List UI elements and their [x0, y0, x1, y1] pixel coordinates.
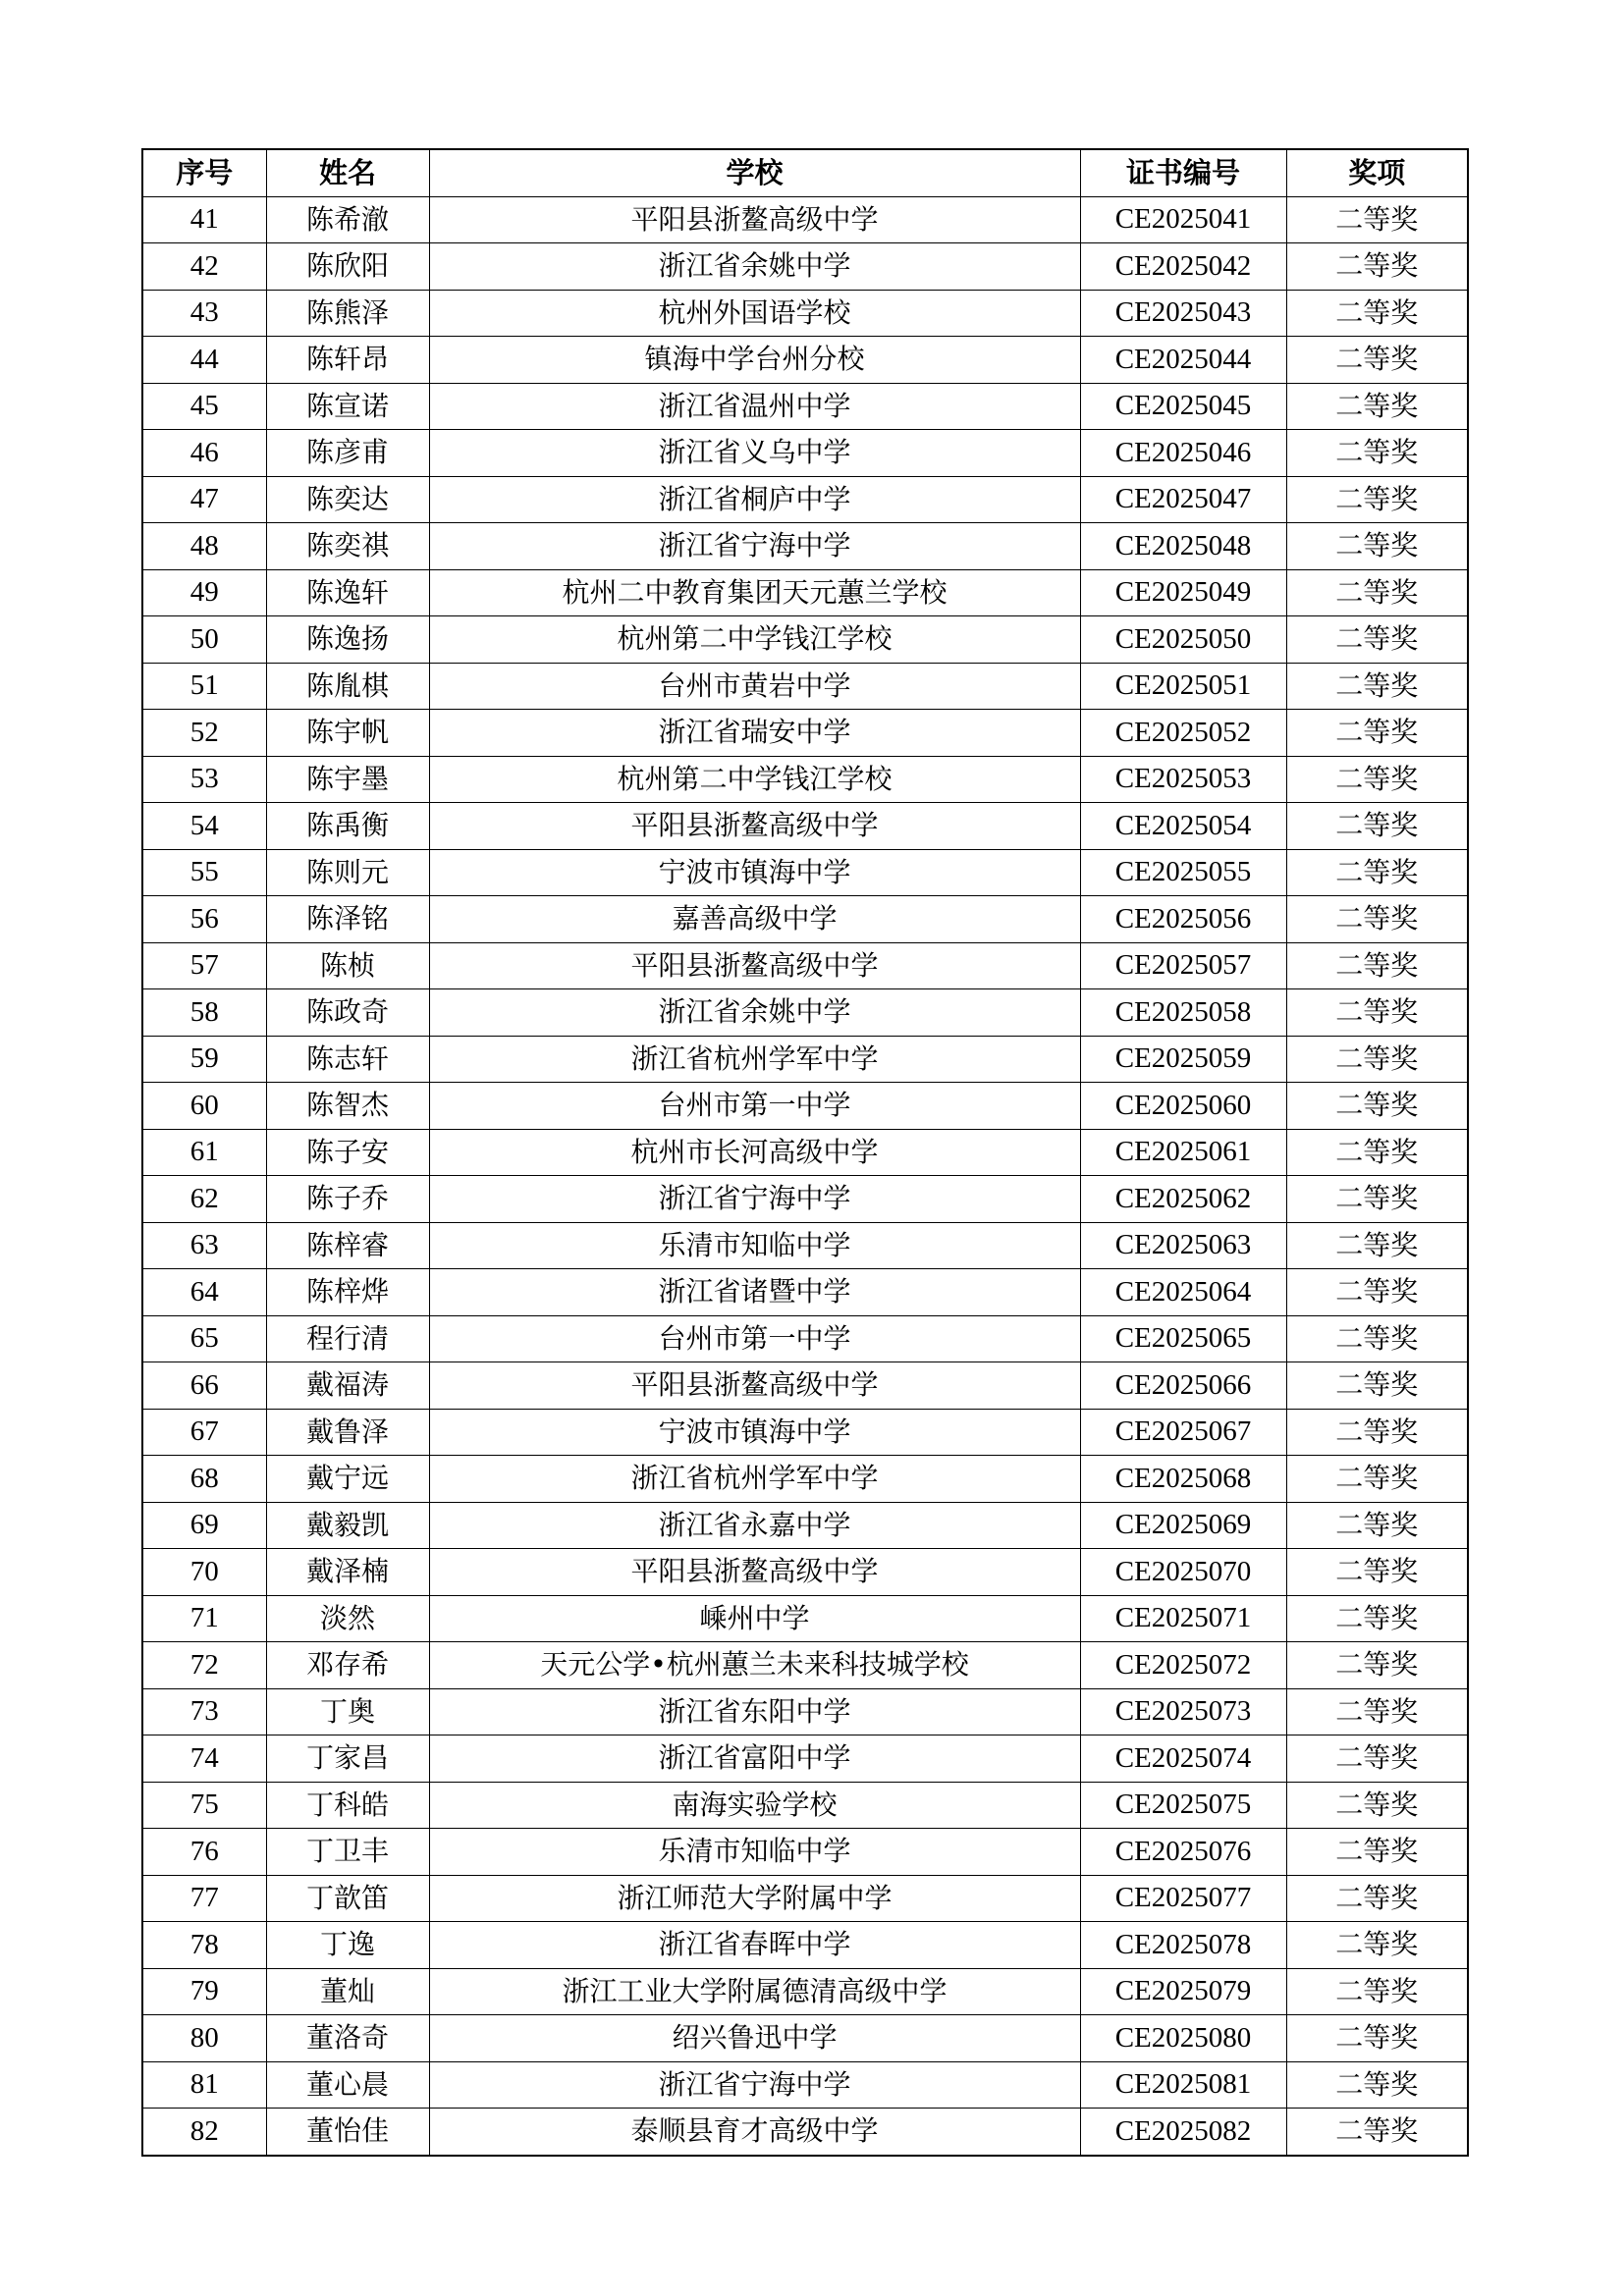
cell-cert: CE2025066: [1080, 1362, 1286, 1410]
table-row: [142, 803, 1468, 850]
cell-school: 天元公学•杭州蕙兰未来科技城学校: [429, 1642, 1080, 1689]
cell-cert: CE2025074: [1080, 1735, 1286, 1783]
cell-seq: 43: [142, 290, 266, 337]
cell-award: 二等奖: [1286, 1922, 1468, 1969]
cell-name: 陈泽铭: [266, 896, 429, 943]
cell-seq: 60: [142, 1083, 266, 1130]
cell-name: 董洛奇: [266, 2015, 429, 2062]
cell-seq: 55: [142, 849, 266, 896]
cell-name: 陈逸扬: [266, 616, 429, 664]
table-row: [142, 1036, 1468, 1083]
cell-seq: 73: [142, 1688, 266, 1735]
cell-name: 陈奕祺: [266, 523, 429, 570]
table-row: [142, 243, 1468, 291]
cell-seq: 63: [142, 1222, 266, 1269]
cell-school: 浙江省宁海中学: [429, 1176, 1080, 1223]
cell-cert: CE2025057: [1080, 942, 1286, 989]
cell-cert: CE2025061: [1080, 1129, 1286, 1176]
cell-school: 浙江工业大学附属德清高级中学: [429, 1968, 1080, 2015]
cell-seq: 58: [142, 989, 266, 1037]
cell-seq: 81: [142, 2061, 266, 2109]
cell-name: 丁歆笛: [266, 1875, 429, 1922]
cell-school: 宁波市镇海中学: [429, 1409, 1080, 1456]
cell-seq: 46: [142, 430, 266, 477]
cell-school: 镇海中学台州分校: [429, 337, 1080, 384]
table-row: [142, 756, 1468, 803]
cell-cert: CE2025075: [1080, 1782, 1286, 1829]
cell-name: 陈宣诺: [266, 383, 429, 430]
table-row: [142, 896, 1468, 943]
cell-school: 浙江省诸暨中学: [429, 1269, 1080, 1316]
cell-award: 二等奖: [1286, 1409, 1468, 1456]
table-row: [142, 2015, 1468, 2062]
cell-seq: 44: [142, 337, 266, 384]
cell-name: 陈逸轩: [266, 569, 429, 616]
table-row: [142, 290, 1468, 337]
cell-school: 平阳县浙鳌高级中学: [429, 196, 1080, 243]
cell-seq: 78: [142, 1922, 266, 1969]
cell-name: 董心晨: [266, 2061, 429, 2109]
cell-cert: CE2025072: [1080, 1642, 1286, 1689]
cell-award: 二等奖: [1286, 756, 1468, 803]
cell-cert: CE2025048: [1080, 523, 1286, 570]
cell-award: 二等奖: [1286, 337, 1468, 384]
table-row: [142, 196, 1468, 243]
cell-seq: 69: [142, 1502, 266, 1549]
table-row: [142, 337, 1468, 384]
table-row: [142, 476, 1468, 523]
cell-award: 二等奖: [1286, 616, 1468, 664]
cell-seq: 76: [142, 1829, 266, 1876]
cell-name: 程行清: [266, 1315, 429, 1362]
cell-name: 董灿: [266, 1968, 429, 2015]
cell-school: 浙江省东阳中学: [429, 1688, 1080, 1735]
cell-name: 丁逸: [266, 1922, 429, 1969]
cell-cert: CE2025044: [1080, 337, 1286, 384]
table-row: [142, 1968, 1468, 2015]
cell-cert: CE2025060: [1080, 1083, 1286, 1130]
cell-award: 二等奖: [1286, 1176, 1468, 1223]
cell-school: 平阳县浙鳌高级中学: [429, 942, 1080, 989]
cell-cert: CE2025079: [1080, 1968, 1286, 2015]
cell-award: 二等奖: [1286, 1642, 1468, 1689]
cell-school: 浙江省杭州学军中学: [429, 1036, 1080, 1083]
cell-name: 戴毅凯: [266, 1502, 429, 1549]
cell-award: 二等奖: [1286, 1269, 1468, 1316]
cell-seq: 64: [142, 1269, 266, 1316]
cell-name: 陈志轩: [266, 1036, 429, 1083]
cell-seq: 82: [142, 2109, 266, 2156]
cell-name: 陈梓睿: [266, 1222, 429, 1269]
cell-cert: CE2025046: [1080, 430, 1286, 477]
cell-award: 二等奖: [1286, 1875, 1468, 1922]
table-row: [142, 942, 1468, 989]
cell-cert: CE2025045: [1080, 383, 1286, 430]
cell-school: 乐清市知临中学: [429, 1829, 1080, 1876]
table-row: [142, 1735, 1468, 1783]
cell-seq: 42: [142, 243, 266, 291]
cell-school: 浙江师范大学附属中学: [429, 1875, 1080, 1922]
cell-seq: 41: [142, 196, 266, 243]
table-row: [142, 1549, 1468, 1596]
cell-cert: CE2025059: [1080, 1036, 1286, 1083]
cell-award: 二等奖: [1286, 2061, 1468, 2109]
cell-cert: CE2025063: [1080, 1222, 1286, 1269]
cell-award: 二等奖: [1286, 1549, 1468, 1596]
cell-award: 二等奖: [1286, 2109, 1468, 2156]
cell-seq: 51: [142, 663, 266, 710]
cell-seq: 74: [142, 1735, 266, 1783]
cell-cert: CE2025080: [1080, 2015, 1286, 2062]
cell-award: 二等奖: [1286, 383, 1468, 430]
cell-cert: CE2025076: [1080, 1829, 1286, 1876]
cell-cert: CE2025073: [1080, 1688, 1286, 1735]
cell-cert: CE2025047: [1080, 476, 1286, 523]
cell-cert: CE2025043: [1080, 290, 1286, 337]
table-row: [142, 430, 1468, 477]
cell-award: 二等奖: [1286, 1782, 1468, 1829]
header-seq: 序号: [142, 149, 266, 196]
cell-school: 台州市黄岩中学: [429, 663, 1080, 710]
table-row: [142, 663, 1468, 710]
cell-school: 浙江省宁海中学: [429, 523, 1080, 570]
table-row: [142, 1502, 1468, 1549]
award-table-body: [142, 196, 1468, 2156]
cell-award: 二等奖: [1286, 663, 1468, 710]
table-row: [142, 2061, 1468, 2109]
table-row: [142, 1315, 1468, 1362]
cell-cert: CE2025041: [1080, 196, 1286, 243]
cell-seq: 70: [142, 1549, 266, 1596]
cell-seq: 49: [142, 569, 266, 616]
cell-award: 二等奖: [1286, 1129, 1468, 1176]
table-row: [142, 1829, 1468, 1876]
table-row: [142, 849, 1468, 896]
table-row: [142, 1595, 1468, 1642]
cell-seq: 61: [142, 1129, 266, 1176]
cell-award: 二等奖: [1286, 1968, 1468, 2015]
cell-school: 浙江省桐庐中学: [429, 476, 1080, 523]
cell-school: 浙江省杭州学军中学: [429, 1456, 1080, 1503]
cell-school: 宁波市镇海中学: [429, 849, 1080, 896]
cell-name: 董怡佳: [266, 2109, 429, 2156]
cell-name: 丁家昌: [266, 1735, 429, 1783]
cell-school: 台州市第一中学: [429, 1083, 1080, 1130]
cell-cert: CE2025081: [1080, 2061, 1286, 2109]
cell-cert: CE2025053: [1080, 756, 1286, 803]
cell-school: 浙江省瑞安中学: [429, 710, 1080, 757]
cell-cert: CE2025082: [1080, 2109, 1286, 2156]
cell-award: 二等奖: [1286, 1315, 1468, 1362]
cell-cert: CE2025078: [1080, 1922, 1286, 1969]
cell-school: 浙江省永嘉中学: [429, 1502, 1080, 1549]
cell-school: 浙江省温州中学: [429, 383, 1080, 430]
cell-name: 邓存希: [266, 1642, 429, 1689]
cell-school: 浙江省余姚中学: [429, 989, 1080, 1037]
cell-name: 陈奕达: [266, 476, 429, 523]
cell-cert: CE2025049: [1080, 569, 1286, 616]
cell-name: 陈希澈: [266, 196, 429, 243]
cell-name: 陈禹衡: [266, 803, 429, 850]
cell-name: 陈轩昂: [266, 337, 429, 384]
header-award: 奖项: [1286, 149, 1468, 196]
table-row: [142, 569, 1468, 616]
table-row: [142, 2109, 1468, 2156]
cell-cert: CE2025071: [1080, 1595, 1286, 1642]
table-row: [142, 710, 1468, 757]
table-row: [142, 1642, 1468, 1689]
cell-award: 二等奖: [1286, 569, 1468, 616]
header-row: [142, 149, 1468, 196]
cell-award: 二等奖: [1286, 1735, 1468, 1783]
cell-cert: CE2025070: [1080, 1549, 1286, 1596]
cell-award: 二等奖: [1286, 849, 1468, 896]
cell-school: 平阳县浙鳌高级中学: [429, 1549, 1080, 1596]
table-row: [142, 989, 1468, 1037]
cell-name: 陈子乔: [266, 1176, 429, 1223]
cell-seq: 48: [142, 523, 266, 570]
cell-award: 二等奖: [1286, 1688, 1468, 1735]
cell-award: 二等奖: [1286, 1362, 1468, 1410]
cell-seq: 53: [142, 756, 266, 803]
table-row: [142, 1362, 1468, 1410]
cell-award: 二等奖: [1286, 1829, 1468, 1876]
table-row: [142, 1083, 1468, 1130]
cell-school: 泰顺县育才高级中学: [429, 2109, 1080, 2156]
cell-name: 陈则元: [266, 849, 429, 896]
cell-award: 二等奖: [1286, 896, 1468, 943]
cell-cert: CE2025056: [1080, 896, 1286, 943]
cell-cert: CE2025069: [1080, 1502, 1286, 1549]
cell-school: 杭州第二中学钱江学校: [429, 756, 1080, 803]
cell-name: 陈梓烨: [266, 1269, 429, 1316]
cell-award: 二等奖: [1286, 803, 1468, 850]
cell-cert: CE2025051: [1080, 663, 1286, 710]
cell-name: 陈彦甫: [266, 430, 429, 477]
cell-name: 丁奥: [266, 1688, 429, 1735]
cell-seq: 80: [142, 2015, 266, 2062]
cell-name: 陈政奇: [266, 989, 429, 1037]
cell-award: 二等奖: [1286, 430, 1468, 477]
cell-seq: 54: [142, 803, 266, 850]
cell-cert: CE2025062: [1080, 1176, 1286, 1223]
cell-cert: CE2025077: [1080, 1875, 1286, 1922]
cell-school: 南海实验学校: [429, 1782, 1080, 1829]
cell-award: 二等奖: [1286, 196, 1468, 243]
cell-award: 二等奖: [1286, 1036, 1468, 1083]
cell-cert: CE2025058: [1080, 989, 1286, 1037]
cell-seq: 77: [142, 1875, 266, 1922]
cell-name: 淡然: [266, 1595, 429, 1642]
table-row: [142, 1129, 1468, 1176]
cell-seq: 52: [142, 710, 266, 757]
cell-name: 陈宇墨: [266, 756, 429, 803]
cell-award: 二等奖: [1286, 1595, 1468, 1642]
cell-award: 二等奖: [1286, 989, 1468, 1037]
cell-seq: 66: [142, 1362, 266, 1410]
cell-seq: 56: [142, 896, 266, 943]
cell-name: 陈熊泽: [266, 290, 429, 337]
cell-award: 二等奖: [1286, 710, 1468, 757]
cell-school: 绍兴鲁迅中学: [429, 2015, 1080, 2062]
award-list-table: [141, 148, 1469, 2157]
cell-award: 二等奖: [1286, 1502, 1468, 1549]
header-school: 学校: [429, 149, 1080, 196]
cell-award: 二等奖: [1286, 2015, 1468, 2062]
cell-name: 戴福涛: [266, 1362, 429, 1410]
table-row: [142, 1875, 1468, 1922]
cell-name: 丁卫丰: [266, 1829, 429, 1876]
table-row: [142, 1176, 1468, 1223]
cell-cert: CE2025065: [1080, 1315, 1286, 1362]
table-row: [142, 1456, 1468, 1503]
cell-award: 二等奖: [1286, 476, 1468, 523]
cell-school: 杭州外国语学校: [429, 290, 1080, 337]
cell-seq: 50: [142, 616, 266, 664]
cell-school: 杭州第二中学钱江学校: [429, 616, 1080, 664]
table-row: [142, 1688, 1468, 1735]
cell-seq: 71: [142, 1595, 266, 1642]
cell-seq: 45: [142, 383, 266, 430]
table-row: [142, 523, 1468, 570]
cell-seq: 59: [142, 1036, 266, 1083]
table-row: [142, 383, 1468, 430]
cell-cert: CE2025067: [1080, 1409, 1286, 1456]
cell-cert: CE2025042: [1080, 243, 1286, 291]
table-row: [142, 1222, 1468, 1269]
cell-school: 浙江省富阳中学: [429, 1735, 1080, 1783]
table-row: [142, 1269, 1468, 1316]
cell-name: 陈欣阳: [266, 243, 429, 291]
cell-award: 二等奖: [1286, 1456, 1468, 1503]
table-row: [142, 616, 1468, 664]
cell-seq: 65: [142, 1315, 266, 1362]
cell-school: 浙江省义乌中学: [429, 430, 1080, 477]
cell-name: 陈智杰: [266, 1083, 429, 1130]
cell-name: 陈胤棋: [266, 663, 429, 710]
header-name: 姓名: [266, 149, 429, 196]
header-cert: 证书编号: [1080, 149, 1286, 196]
cell-award: 二等奖: [1286, 942, 1468, 989]
cell-name: 陈宇帆: [266, 710, 429, 757]
cell-school: 杭州二中教育集团天元蕙兰学校: [429, 569, 1080, 616]
cell-school: 嵊州中学: [429, 1595, 1080, 1642]
cell-seq: 75: [142, 1782, 266, 1829]
cell-cert: CE2025055: [1080, 849, 1286, 896]
cell-seq: 72: [142, 1642, 266, 1689]
cell-name: 陈子安: [266, 1129, 429, 1176]
cell-seq: 79: [142, 1968, 266, 2015]
cell-name: 戴鲁泽: [266, 1409, 429, 1456]
cell-award: 二等奖: [1286, 1083, 1468, 1130]
cell-name: 丁科皓: [266, 1782, 429, 1829]
cell-school: 嘉善高级中学: [429, 896, 1080, 943]
cell-name: 戴泽楠: [266, 1549, 429, 1596]
cell-cert: CE2025050: [1080, 616, 1286, 664]
cell-award: 二等奖: [1286, 1222, 1468, 1269]
cell-cert: CE2025054: [1080, 803, 1286, 850]
cell-award: 二等奖: [1286, 243, 1468, 291]
cell-school: 平阳县浙鳌高级中学: [429, 1362, 1080, 1410]
cell-school: 乐清市知临中学: [429, 1222, 1080, 1269]
cell-cert: CE2025068: [1080, 1456, 1286, 1503]
cell-cert: CE2025064: [1080, 1269, 1286, 1316]
cell-name: 陈桢: [266, 942, 429, 989]
table-row: [142, 1409, 1468, 1456]
cell-cert: CE2025052: [1080, 710, 1286, 757]
cell-school: 杭州市长河高级中学: [429, 1129, 1080, 1176]
cell-seq: 62: [142, 1176, 266, 1223]
cell-seq: 47: [142, 476, 266, 523]
cell-name: 戴宁远: [266, 1456, 429, 1503]
table-row: [142, 1922, 1468, 1969]
cell-award: 二等奖: [1286, 290, 1468, 337]
cell-school: 平阳县浙鳌高级中学: [429, 803, 1080, 850]
cell-school: 浙江省春晖中学: [429, 1922, 1080, 1969]
cell-school: 浙江省余姚中学: [429, 243, 1080, 291]
cell-seq: 68: [142, 1456, 266, 1503]
cell-school: 台州市第一中学: [429, 1315, 1080, 1362]
cell-school: 浙江省宁海中学: [429, 2061, 1080, 2109]
table-row: [142, 1782, 1468, 1829]
cell-seq: 57: [142, 942, 266, 989]
cell-seq: 67: [142, 1409, 266, 1456]
cell-award: 二等奖: [1286, 523, 1468, 570]
